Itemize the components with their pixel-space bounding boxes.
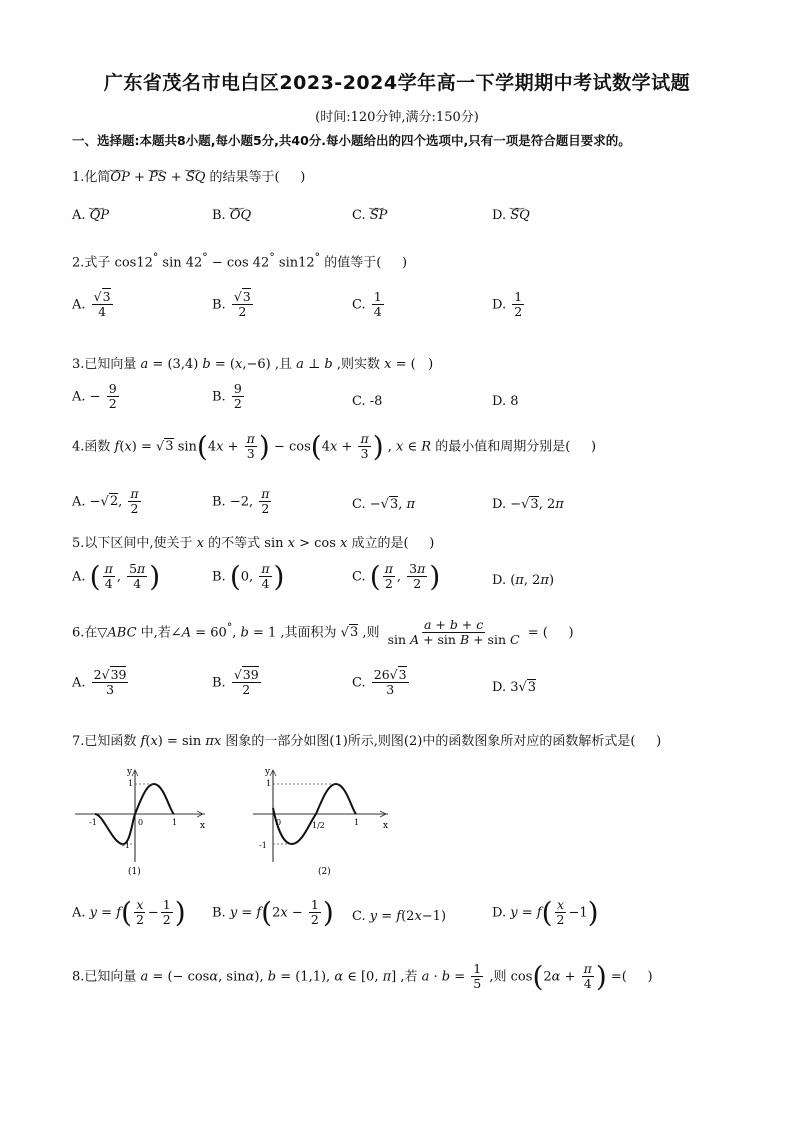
q5-option-d[interactable]: D. (π, 2π)	[492, 573, 555, 588]
figure-1-graph	[70, 762, 220, 880]
fig1-tick-x-neg1: -1	[89, 818, 97, 827]
fig2-x-label: x	[383, 821, 389, 831]
fig1-tick-x1: 1	[172, 818, 178, 827]
question-1: 1.化简‿‿ OP + ‿‿ PS + ‿‿ SQ 的结果等于( )	[72, 166, 305, 185]
question-2: 2.式子 cos12° sin 42° − cos 42° sin12° 的值等于( )	[72, 251, 408, 271]
question-8: 8.已知向量 a = (− cosα, sinα), b = (1,1), α ∈ [0, π] ,若 a · b = $\frac{1}{5}$ ,则 cos(2α + $\frac{\pi}{4}$ ) =( )	[72, 959, 653, 993]
q2-option-c[interactable]: C. $\frac{1}{4}$	[352, 289, 382, 320]
fig1-x-label: x	[200, 821, 206, 831]
q1-option-d[interactable]: D. ‿‿ SQ	[492, 208, 530, 223]
q6-option-a[interactable]: A. $\frac{2√39}{3}$	[72, 667, 127, 698]
fig2-tick-1: 1	[266, 779, 272, 788]
q5-option-a[interactable]: A. ( $\frac{\pi}{4}$ , $\frac{5\pi}{4}$ )	[72, 559, 161, 593]
q7-option-c[interactable]: C. y = f(2x−1)	[352, 909, 447, 924]
question-4: 4.函数 f(x) = √3 sin(4x + $\frac{\pi}{3}$ ) − cos(4x + $\frac{\pi}{3}$ ) , x ∈ R 的最小值和周期分别是( )	[72, 429, 597, 463]
q7-option-a[interactable]: A. y = f( $\frac{x}{2}$ − $\frac{1}{2}$ )	[72, 895, 186, 929]
fig2-caption: (2)	[318, 867, 331, 877]
question-3: 3.已知向量 a = (3,4) b = (x,−6) ,且 a ⊥ b ,则实数 x = ( )	[72, 357, 434, 372]
q4-option-b[interactable]: B. −2, $\frac{\pi}{2}$	[212, 486, 270, 517]
question-7: 7.已知函数 f(x) = sin πx 图象的一部分如图(1)所示,则图(2)中的函数图象所对应的函数解析式是( )	[72, 734, 662, 749]
q4-option-c[interactable]: C. −√3, π	[352, 497, 416, 512]
section-heading: 一、选择题:本题共8小题,每小题5分,共40分.每小题给出的四个选项中,只有一项是符合题目要求的。	[72, 133, 631, 148]
q1-option-b[interactable]: B. ‿‿ OQ	[212, 208, 251, 223]
page-title: 广东省茂名市电白区2023-2024学年高一下学期期中考试数学试题	[103, 72, 691, 94]
figure-2-graph	[248, 762, 398, 880]
fig1-caption: (1)	[128, 867, 141, 877]
q3-option-b[interactable]: B. $\frac{9}{2}$	[212, 381, 242, 412]
q1-option-c[interactable]: C. ‿‿ SP	[352, 208, 387, 223]
q3-option-a[interactable]: A. − $\frac{9}{2}$	[72, 381, 117, 412]
fig2-tick-neg1: -1	[259, 841, 267, 850]
q3-option-c[interactable]: C. -8	[352, 394, 383, 409]
q3-option-d[interactable]: D. 8	[492, 394, 519, 409]
q4-option-a[interactable]: A. −√2, $\frac{\pi}{2}$	[72, 486, 139, 517]
q6-option-b[interactable]: B. $\frac{√39}{2}$	[212, 667, 259, 698]
fig2-tick-x1: 1	[354, 818, 360, 827]
q7-option-b[interactable]: B. y = f(2x − $\frac{1}{2}$ )	[212, 895, 334, 929]
q6-option-c[interactable]: C. $\frac{26√3}{3}$	[352, 667, 407, 698]
question-5: 5.以下区间中,使关于 x 的不等式 sin x > cos x 成立的是( )	[72, 536, 435, 551]
q7-option-d[interactable]: D. y = f( $\frac{x}{2}$ −1)	[492, 895, 599, 929]
fig2-tick-0: 0	[276, 818, 282, 827]
fig1-tick-neg1: -1	[122, 841, 130, 850]
q5-option-c[interactable]: C. ( $\frac{\pi}{2}$ , $\frac{3\pi}{2}$ )	[352, 559, 441, 593]
page-subtitle: (时间:120分钟,满分:150分)	[315, 110, 479, 125]
q2-option-a[interactable]: A. $\frac{√3}{4}$	[72, 289, 111, 320]
question-6: 6.在▽ABC 中,若∠A = 60°, b = 1 ,其面积为 √3 ,则 $\frac{a + b + c}{\text{sin A + sin B + sin C}}$ = ( )	[72, 617, 574, 648]
q6-option-d[interactable]: D. 3√3	[492, 680, 537, 695]
fig2-y-label: y	[265, 767, 271, 777]
q5-option-b[interactable]: B. (0, $\frac{\pi}{4}$ )	[212, 559, 285, 593]
fig1-y-label: y	[127, 767, 133, 777]
q2-option-d[interactable]: D. $\frac{1}{2}$	[492, 289, 523, 320]
fig1-tick-1: 1	[128, 779, 134, 788]
q1-option-a[interactable]: A. ‿‿ QP	[72, 208, 109, 223]
fig2-tick-half: 1/2	[312, 821, 325, 830]
fig1-tick-0: 0	[138, 818, 144, 827]
q2-option-b[interactable]: B. $\frac{√3}{2}$	[212, 289, 251, 320]
q4-option-d[interactable]: D. −√3, 2π	[492, 497, 564, 512]
